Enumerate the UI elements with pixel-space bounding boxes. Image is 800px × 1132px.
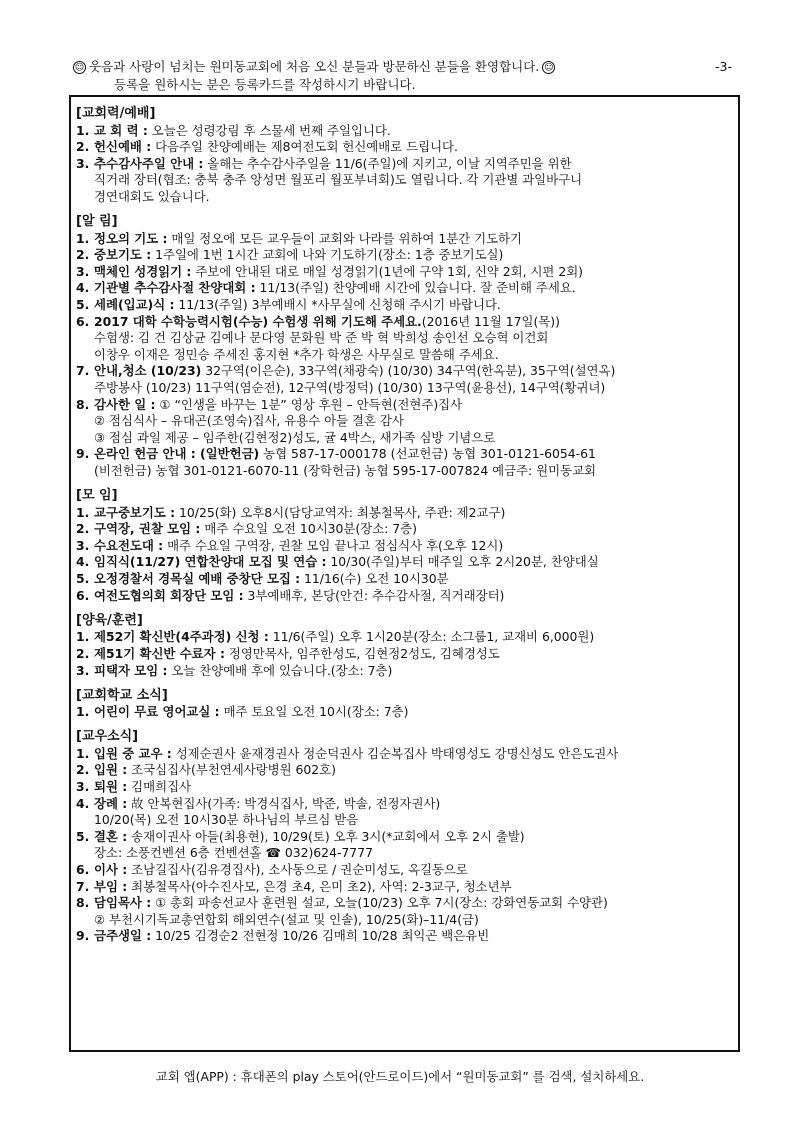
- item-number: 9.: [76, 446, 90, 462]
- item-label: 어린이 무료 영어교실 :: [94, 704, 220, 720]
- item-continuation: 주방봉사 (10/23) 11구역(염순전), 12구역(방정덕) (10/30) 13구역(윤용선), 14구역(황귀녀): [94, 380, 606, 395]
- item-label: 세례(입교)식 :: [94, 297, 175, 313]
- item-number: 4.: [76, 280, 90, 296]
- list-item: [76, 397, 736, 414]
- item-number: 3.: [76, 779, 90, 795]
- smiley-icon: ☺: [544, 62, 554, 73]
- item-body: [94, 397, 736, 414]
- item-continuation: 10/20(목) 오전 10시30분 하나님의 부르심 받음: [94, 812, 359, 828]
- item-text: 故 안복현집사(가족: 박경식집사, 박준, 박솔, 전정자권사): [127, 795, 441, 811]
- item-number: 1.: [76, 504, 90, 520]
- section-training: [76, 613, 736, 679]
- item-number: 2.: [76, 762, 90, 778]
- list-item: [76, 779, 736, 796]
- item-label: 입원 중 교우 :: [94, 745, 172, 761]
- item-text: 11/6(주일) 오후 1시20분(장소: 소그룹1, 교재비 6,000원): [268, 629, 595, 645]
- item-continuation: (비전헌금) 농협 301-0121-6070-11 (장학헌금) 농협 595-17-007824 예금주: 원미동교회: [94, 462, 597, 478]
- item-text: 11/16(수) 오전 10시30분: [300, 571, 449, 587]
- item-label: 정오의 기도 :: [94, 230, 168, 246]
- item-number: 5.: [76, 571, 90, 587]
- item-number: 2.: [76, 247, 90, 263]
- item-continuation: 직거래 장터(협조: 충북 충주 앙성면 월포리 월포부녀회)도 열립니다. 각 기관별 과일바구니: [94, 172, 583, 188]
- item-body: [94, 588, 736, 605]
- list-item: [76, 363, 736, 380]
- item-continuation: 수험생: 김 건 김상균 김예나 문다영 문화원 박 준 박 혁 박희성 송인선 오승혁 이건회: [94, 330, 549, 346]
- item-body: [94, 646, 736, 663]
- item-text: 매주 수요일 구역장, 권찰 모임 끝나고 점심식사 후(오후 12시): [163, 537, 504, 553]
- item-body: [94, 928, 736, 945]
- item-label: 온라인 헌금 안내 : (일반헌금): [94, 446, 260, 462]
- item-label: 오정경찰서 경목실 예배 중창단 모집 :: [94, 571, 301, 587]
- item-label: 감사한 일 :: [94, 396, 156, 412]
- item-label: 중보기도 :: [94, 247, 152, 263]
- item-continuation: ③ 점심 과일 제공 – 임주한(김현정2)성도, 귤 4박스, 새가족 심방 기념으로: [94, 429, 496, 445]
- item-continuation: 이창우 이재은 정민승 주세진 홍지현 *추가 학생은 사무실로 말씀해 주세요.: [94, 346, 499, 362]
- list-item: [76, 704, 736, 721]
- item-label: 이사 :: [94, 862, 128, 878]
- item-label: 추수감사주일 안내 :: [94, 155, 204, 171]
- item-text: 1주일에 1번 1시간 교회에 나와 기도하기(장소: 1층 중보기도실): [151, 247, 504, 263]
- item-body: [94, 663, 736, 680]
- item-text: 11/13(주일) 3부예배시 *사무실에 신청해 주시기 바랍니다.: [174, 297, 501, 313]
- list-item: [76, 247, 736, 264]
- item-body: [94, 231, 736, 248]
- section-title: [모 임]: [76, 488, 118, 504]
- list-item: [76, 505, 736, 522]
- item-body: [94, 363, 736, 380]
- item-text: (2016년 11월 17일(목)): [421, 313, 560, 329]
- item-continuation: ② 점심식사 – 유대곤(조영숙)집사, 유용수 아들 결혼 감사: [94, 413, 404, 429]
- item-label: 기관별 추수감사절 찬양대회 :: [94, 280, 256, 296]
- item-text: 매주 토요일 오전 10시(장소: 7층): [219, 704, 409, 720]
- item-body: [94, 704, 736, 721]
- item-label: 임직식(11/27) 연합찬양대 모집 및 연습 :: [94, 554, 327, 570]
- item-text: 10/25(화) 오후8시(담당교역자: 최봉철목사, 주관: 제2교구): [175, 504, 506, 520]
- item-number: 2.: [76, 521, 90, 537]
- item-text: 농협 587-17-000178 (선교헌금) 농협 301-0121-6054-61: [259, 446, 596, 462]
- section-title: [교회학교 소식]: [76, 687, 168, 703]
- item-number: 1.: [76, 629, 90, 645]
- item-number: 2.: [76, 645, 90, 661]
- item-label: 헌신예배 :: [94, 139, 152, 155]
- item-number: 9.: [76, 928, 90, 944]
- item-label: 입원 :: [94, 762, 128, 778]
- item-number: 6.: [76, 587, 90, 603]
- page-header: [70, 58, 740, 94]
- item-number: 4.: [76, 795, 90, 811]
- section-title: [교회력/예배]: [76, 106, 156, 121]
- item-label: 여전도협의회 회장단 모임 :: [94, 587, 244, 603]
- item-text: 10/30(주일)부터 매주일 오후 2시20분, 찬양대실: [326, 554, 599, 570]
- item-text: 올해는 추수감사주일을 11/6(주일)에 지키고, 이날 지역주민을 위한: [203, 155, 572, 171]
- item-body: [94, 879, 736, 896]
- item-text: 조남길집사(김유경집사), 소사동으로 / 권순미성도, 옥길동으로: [127, 862, 468, 878]
- item-label: 퇴원 :: [94, 779, 128, 795]
- list-item: [76, 123, 736, 140]
- item-number: 1.: [76, 745, 90, 761]
- list-item: [76, 588, 736, 605]
- item-continuation: 경연대회도 있습니다.: [94, 188, 210, 204]
- item-text: 매일 정오에 모든 교우들이 교회와 나라를 위하여 1분간 기도하기: [167, 230, 522, 246]
- item-label: 금주생일 :: [94, 928, 152, 944]
- app-footer: 교회 앱(APP) : 휴대폰의 play 스토어(안드로이드)에서 “원미동교회” 를 검색, 설치하세요.: [155, 1069, 645, 1084]
- item-text: 오늘 찬양예배 후에 있습니다.(장소: 7층): [167, 662, 393, 678]
- list-item: [76, 156, 736, 173]
- list-item: [76, 829, 736, 846]
- item-number: 8.: [76, 396, 90, 412]
- item-text: 송재이권사 아들(최용현), 10/29(토) 오후 3시(*교회에서 오후 2시 출발): [127, 828, 525, 844]
- item-label: 장례 :: [94, 795, 128, 811]
- item-label: 구역장, 권찰 모임 :: [94, 521, 201, 537]
- item-number: 3.: [76, 263, 90, 279]
- item-text: 주보에 안내된 대로 매일 성경읽기(1년에 구약 1회, 신약 2회, 시편 2회): [191, 263, 584, 279]
- item-label: 피택자 모임 :: [94, 662, 168, 678]
- item-body: [94, 554, 736, 571]
- item-body: [94, 779, 736, 796]
- item-label: 교구중보기도 :: [94, 504, 176, 520]
- item-number: 2.: [76, 139, 90, 155]
- item-label: 맥체인 성경읽기 :: [94, 263, 192, 279]
- item-text: 10/25 김경순2 전현정 10/26 김매희 10/28 최익곤 백은유빈: [151, 928, 490, 944]
- list-item: [76, 762, 736, 779]
- section-calendar: [76, 106, 736, 206]
- item-body: [94, 629, 736, 646]
- item-body: [94, 538, 736, 555]
- item-body: [94, 762, 736, 779]
- list-item: [76, 554, 736, 571]
- item-text: 조국심집사(부천연세사랑병원 602호): [127, 762, 336, 778]
- item-body: [94, 746, 736, 763]
- item-text: 김매희집사: [127, 779, 192, 795]
- item-body: [94, 280, 736, 297]
- item-label: 제51기 확신반 수료자 :: [94, 645, 225, 661]
- list-item: [76, 139, 736, 156]
- section-title: [양육/훈련]: [76, 612, 143, 628]
- item-text: 다음주일 찬양예배는 제8여전도회 헌신예배로 드립니다.: [151, 139, 458, 155]
- item-text: 매주 수요일 오전 10시30분(장소: 7층): [200, 521, 417, 537]
- list-item: [76, 314, 736, 331]
- bulletin-content: [76, 106, 736, 954]
- item-text: 정영만목사, 임주한성도, 김현정2성도, 김혜경성도: [224, 645, 500, 661]
- item-label: 교 회 력 :: [94, 122, 148, 138]
- section-title: [알 림]: [76, 214, 118, 230]
- item-body: [94, 829, 736, 846]
- item-number: 8.: [76, 895, 90, 911]
- list-item: [76, 663, 736, 680]
- item-body: [94, 139, 736, 156]
- item-body: [94, 796, 736, 813]
- item-body: [94, 264, 736, 281]
- page-number: -3-: [715, 59, 732, 74]
- section-school: [76, 688, 736, 721]
- section-notices: [76, 214, 736, 480]
- smiley-icon: ☺: [74, 62, 85, 73]
- item-text: ① 총회 파송선교사 훈련원 설교, 오늘(10/23) 오후 7시(장소: 강화연동교회 수양관): [151, 895, 608, 911]
- item-body: [94, 505, 736, 522]
- item-number: 4.: [76, 554, 90, 570]
- list-item: [76, 446, 736, 463]
- list-item: [76, 796, 736, 813]
- list-item: [76, 538, 736, 555]
- item-body: [94, 247, 736, 264]
- item-number: 1.: [76, 122, 90, 138]
- item-number: 7.: [76, 363, 90, 379]
- section-title: [교우소식]: [76, 729, 139, 745]
- item-body: [94, 895, 736, 912]
- item-body: [94, 446, 736, 463]
- list-item: [76, 280, 736, 297]
- welcome-text: 웃음과 사랑이 넘치는 원미동교회에 처음 오신 분들과 방문하신 분들을 환영합니다.: [89, 59, 540, 74]
- item-text: 성제순권사 윤재경권사 정순덕권사 김순복집사 박태영성도 강명신성도 안은도권사: [171, 745, 619, 761]
- register-text: 등록을 원하시는 분은 등록카드를 작성하시기 바랍니다.: [114, 77, 416, 92]
- section-meetings: [76, 488, 736, 604]
- item-body: [94, 862, 736, 879]
- item-continuation: ② 부천시기독교총연합회 해외연수(설교 및 인솔), 10/25(화)–11/4(금): [94, 911, 479, 927]
- item-body: [94, 521, 736, 538]
- welcome-line: [70, 58, 740, 76]
- item-text: 최봉철목사(아수진사모, 은경 초4, 은미 초2), 사역: 2-3교구, 청소년부: [127, 878, 512, 894]
- item-body: [94, 571, 736, 588]
- item-number: 1.: [76, 230, 90, 246]
- item-label: 결혼 :: [94, 828, 128, 844]
- item-label: 부임 :: [94, 878, 128, 894]
- item-label: 2017 대학 수학능력시험(수능) 수험생 위해 기도해 주세요.: [94, 313, 422, 329]
- list-item: [76, 264, 736, 281]
- item-number: 7.: [76, 878, 90, 894]
- list-item: [76, 571, 736, 588]
- item-label: 담임목사 :: [94, 895, 152, 911]
- item-number: 1.: [76, 704, 90, 720]
- item-number: 5.: [76, 828, 90, 844]
- item-number: 3.: [76, 155, 90, 171]
- item-continuation: 장소: 소풍컨벤션 6층 컨벤션홀 ☎ 032)624-7777: [94, 845, 373, 861]
- item-body: [94, 123, 736, 140]
- list-item: [76, 879, 736, 896]
- list-item: [76, 629, 736, 646]
- list-item: [76, 231, 736, 248]
- item-number: 5.: [76, 297, 90, 313]
- list-item: [76, 746, 736, 763]
- item-label: 수요전도대 :: [94, 537, 164, 553]
- item-number: 6.: [76, 862, 90, 878]
- item-body: [94, 314, 736, 331]
- list-item: [76, 895, 736, 912]
- list-item: [76, 862, 736, 879]
- item-label: 안내,청소 (10/23): [94, 363, 202, 379]
- item-text: 3부예배후, 본당(안건: 추수감사절, 직거래장터): [243, 587, 505, 603]
- section-members: [76, 729, 736, 945]
- item-body: [94, 297, 736, 314]
- item-text: 오늘은 성령강림 후 스물세 번째 주일입니다.: [147, 122, 391, 138]
- item-text: 11/13(주일) 찬양예배 시간에 있습니다. 잘 준비해 주세요.: [255, 280, 576, 296]
- item-body: [94, 156, 736, 173]
- item-number: 3.: [76, 537, 90, 553]
- item-label: 제52기 확신반(4주과정) 신청 :: [94, 629, 269, 645]
- list-item: [76, 521, 736, 538]
- item-text: ① “인생을 바꾸는 1분” 영상 후원 – 안득현(전현주)집사: [155, 396, 463, 412]
- item-number: 6.: [76, 313, 90, 329]
- list-item: [76, 646, 736, 663]
- item-number: 3.: [76, 662, 90, 678]
- list-item: [76, 297, 736, 314]
- item-text: 32구역(이은순), 33구역(채광숙) (10/30) 34구역(한옥분), 35구역(설연옥): [201, 363, 616, 379]
- list-item: [76, 928, 736, 945]
